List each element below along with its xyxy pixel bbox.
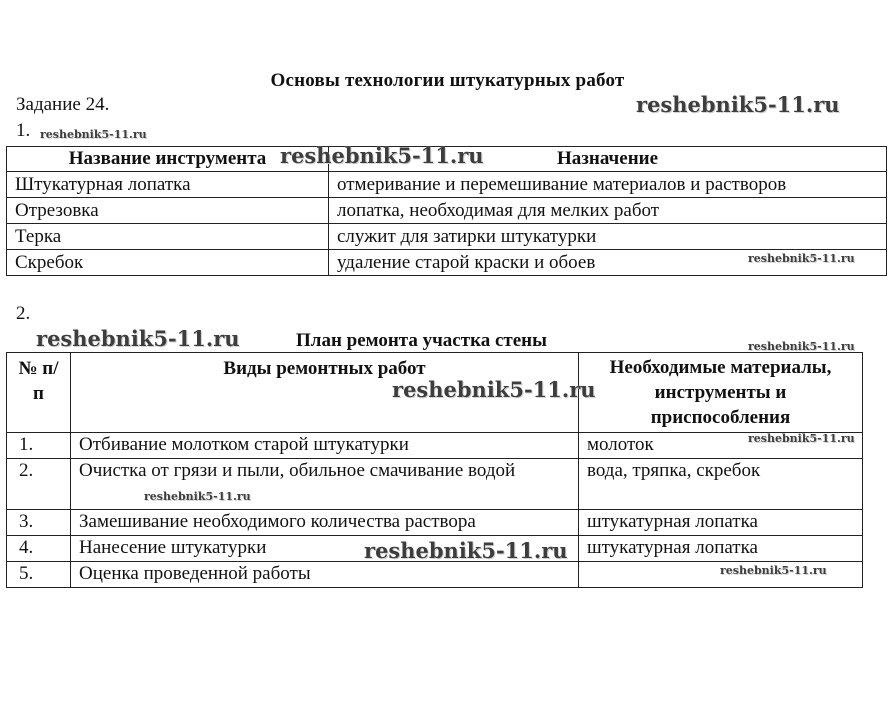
tool-name: Терка (7, 224, 329, 250)
plan-row-number: 4. (7, 536, 71, 562)
table-row (7, 459, 863, 510)
table-row (7, 562, 863, 588)
tool-name: Скребок (7, 250, 329, 276)
watermark: reshebnik5-11.ru (748, 340, 855, 353)
table-row (7, 224, 887, 250)
tools-table (6, 146, 887, 276)
watermark: reshebnik5-11.ru (364, 538, 568, 563)
plan-header-works: Виды ремонтных работ (71, 353, 579, 433)
table-row (7, 250, 887, 276)
tool-purpose: отмеривание и перемешивание материалов и растворов (329, 172, 887, 198)
plan-table (6, 352, 863, 588)
section-2-number: 2. (16, 303, 31, 324)
tool-name: Штукатурная лопатка (7, 172, 329, 198)
table-row (7, 510, 863, 536)
plan-row-work: Нанесение штукатурки (71, 536, 579, 562)
plan-row-work: Очистка от грязи и пыли, обильное смачивание водой (71, 459, 579, 510)
table-row (7, 536, 863, 562)
plan-table-header-row (7, 353, 863, 433)
watermark: reshebnik5-11.ru (748, 252, 855, 265)
watermark: reshebnik5-11.ru (144, 490, 251, 503)
table-row (7, 433, 863, 459)
plan-row-work: Отбивание молотком старой штукатурки (71, 433, 579, 459)
watermark: reshebnik5-11.ru (720, 564, 827, 577)
tools-header-name: Название инструмента (7, 147, 329, 172)
section-1-number: 1. (16, 120, 31, 141)
tool-name: Отрезовка (7, 198, 329, 224)
plan-table-title: План ремонта участка стены (296, 330, 547, 351)
plan-row-number: 2. (7, 459, 71, 510)
plan-row-materials (579, 562, 863, 588)
tools-table-header-row (7, 147, 887, 172)
plan-row-number: 3. (7, 510, 71, 536)
watermark: reshebnik5-11.ru (748, 432, 855, 445)
watermark: reshebnik5-11.ru (280, 143, 484, 168)
tools-header-purpose: Назначение (329, 147, 887, 172)
watermark: reshebnik5-11.ru (392, 377, 596, 402)
plan-row-number: 5. (7, 562, 71, 588)
tool-purpose: удаление старой краски и обоев (329, 250, 887, 276)
plan-header-materials: Необходимые материалы, инструменты и приспособления (579, 353, 863, 433)
plan-row-work: Замешивание необходимого количества раствора (71, 510, 579, 536)
watermark: reshebnik5-11.ru (40, 128, 147, 141)
table-row (7, 198, 887, 224)
tool-purpose: служит для затирки штукатурки (329, 224, 887, 250)
plan-row-number: 1. (7, 433, 71, 459)
plan-header-number: № п/п (7, 353, 71, 433)
plan-row-materials: вода, тряпка, скребок (579, 459, 863, 510)
plan-row-materials: штукатурная лопатка (579, 510, 863, 536)
watermark: reshebnik5-11.ru (636, 92, 840, 117)
task-label: Задание 24. (16, 94, 110, 115)
table-row (7, 172, 887, 198)
plan-row-materials: штукатурная лопатка (579, 536, 863, 562)
plan-row-materials: молоток (579, 433, 863, 459)
watermark: reshebnik5-11.ru (36, 326, 240, 351)
page-title: Основы технологии штукатурных работ (270, 70, 625, 91)
tool-purpose: лопатка, необходимая для мелких работ (329, 198, 887, 224)
plan-row-work: Оценка проведенной работы (71, 562, 579, 588)
